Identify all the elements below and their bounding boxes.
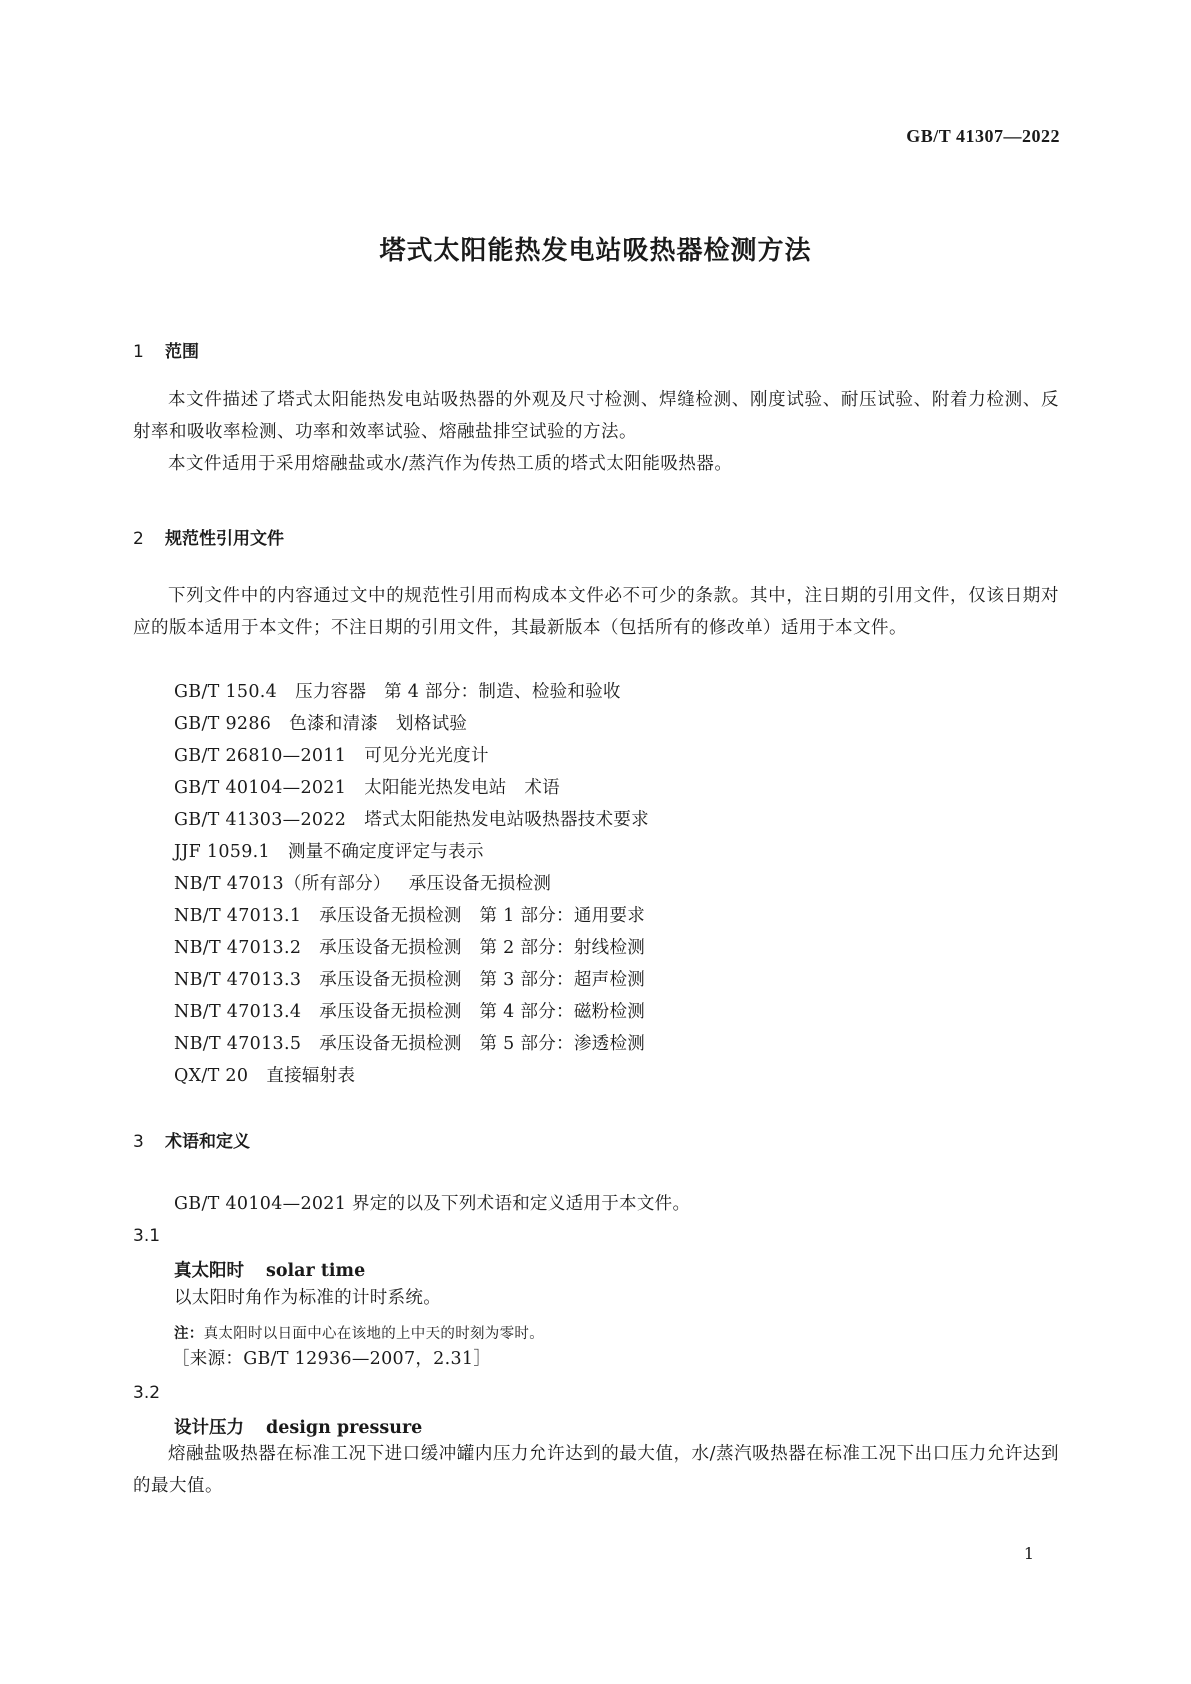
section-number: 3 [133, 1132, 144, 1152]
reference-title: 可见分光光度计 [364, 746, 489, 766]
standard-number: GB/T 41307—2022 [906, 126, 1060, 146]
scope-paragraph-2: 本文件适用于采用熔融盐或水/蒸汽作为传热工质的塔式太阳能吸热器。 [168, 454, 733, 474]
reference-code: NB/T 47013.5 [174, 1034, 302, 1054]
section-title: 术语和定义 [165, 1132, 250, 1152]
section-number: 1 [133, 342, 144, 362]
reference-title: 承压设备无损检测 [408, 874, 552, 894]
reference-title: 承压设备无损检测 第 2 部分：射线检测 [319, 938, 646, 958]
reference-item [174, 868, 649, 900]
reference-title: 承压设备无损检测 第 4 部分：磁粉检测 [319, 1002, 646, 1022]
section-title: 范围 [165, 342, 199, 362]
reference-code: GB/T 9286 [174, 714, 272, 734]
reference-title: 色漆和清漆 划格试验 [289, 714, 468, 734]
section-2-heading [133, 524, 284, 549]
reference-title: 承压设备无损检测 第 5 部分：渗透检测 [319, 1034, 646, 1054]
term-heading [174, 1257, 365, 1282]
reference-item [174, 740, 649, 772]
references-intro: 下列文件中的内容通过文中的规范性引用而构成本文件必不可少的条款。其中，注日期的引用文件，仅该日期对应的版本适用于本文件；不注日期的引用文件，其最新版本（包括所有的修改单）适用于本文件。 [133, 586, 1059, 638]
term-source: ［来源：GB/T 12936—2007，2.31］ [172, 1349, 492, 1369]
reference-list [174, 676, 649, 1092]
reference-code: GB/T 41303—2022 [174, 810, 347, 830]
term-definition: 以太阳时角作为标准的计时系统。 [174, 1288, 441, 1308]
terms-intro: GB/T 40104—2021 界定的以及下列术语和定义适用于本文件。 [174, 1194, 691, 1214]
reference-item [174, 996, 649, 1028]
section-3-heading [133, 1127, 250, 1152]
reference-code: NB/T 47013（所有部分） [174, 874, 391, 894]
reference-title: 直接辐射表 [266, 1066, 356, 1086]
term-heading [174, 1414, 422, 1439]
note-label: 注： [174, 1326, 204, 1342]
reference-item [174, 676, 649, 708]
term-zh: 设计压力 [174, 1418, 244, 1438]
term-number: 3.2 [133, 1383, 161, 1403]
reference-item [174, 964, 649, 996]
reference-title: 承压设备无损检测 第 1 部分：通用要求 [319, 906, 646, 926]
reference-item [174, 932, 649, 964]
reference-title: 太阳能光热发电站 术语 [364, 778, 560, 798]
term-en: design pressure [266, 1418, 423, 1438]
term-definition: 熔融盐吸热器在标准工况下进口缓冲罐内压力允许达到的最大值，水/蒸汽吸热器在标准工况下出口压力允许达到的最大值。 [133, 1444, 1059, 1496]
reference-code: NB/T 47013.4 [174, 1002, 302, 1022]
reference-code: NB/T 47013.1 [174, 906, 302, 926]
reference-item [174, 772, 649, 804]
reference-item [174, 708, 649, 740]
term-note [174, 1322, 544, 1343]
term-zh: 真太阳时 [174, 1261, 244, 1281]
reference-title: 压力容器 第 4 部分：制造、检验和验收 [295, 682, 621, 702]
term-en: solar time [266, 1261, 366, 1281]
scope-paragraph-1: 本文件描述了塔式太阳能热发电站吸热器的外观及尺寸检测、焊缝检测、刚度试验、耐压试验、附着力检测、反射率和吸收率检测、功率和效率试验、熔融盐排空试验的方法。 [133, 390, 1059, 442]
note-text: 真太阳时以日面中心在该地的上中天的时刻为零时。 [203, 1326, 545, 1342]
reference-code: GB/T 26810—2011 [174, 746, 347, 766]
section-number: 2 [133, 529, 144, 549]
reference-code: JJF 1059.1 [174, 842, 270, 862]
reference-item [174, 900, 649, 932]
reference-code: QX/T 20 [174, 1066, 249, 1086]
reference-code: NB/T 47013.2 [174, 938, 302, 958]
reference-code: GB/T 40104—2021 [174, 778, 347, 798]
document-title: 塔式太阳能热发电站吸热器检测方法 [379, 236, 812, 266]
reference-item [174, 836, 649, 868]
reference-title: 测量不确定度评定与表示 [287, 842, 484, 862]
section-1-heading [133, 337, 199, 362]
reference-title: 塔式太阳能热发电站吸热器技术要求 [364, 810, 649, 830]
section-title: 规范性引用文件 [165, 529, 284, 549]
page-number: 1 [1023, 1544, 1034, 1563]
reference-item [174, 1028, 649, 1060]
reference-item [174, 804, 649, 836]
reference-item [174, 1060, 649, 1092]
reference-title: 承压设备无损检测 第 3 部分：超声检测 [319, 970, 646, 990]
term-number: 3.1 [133, 1226, 161, 1246]
reference-code: NB/T 47013.3 [174, 970, 302, 990]
reference-code: GB/T 150.4 [174, 682, 278, 702]
